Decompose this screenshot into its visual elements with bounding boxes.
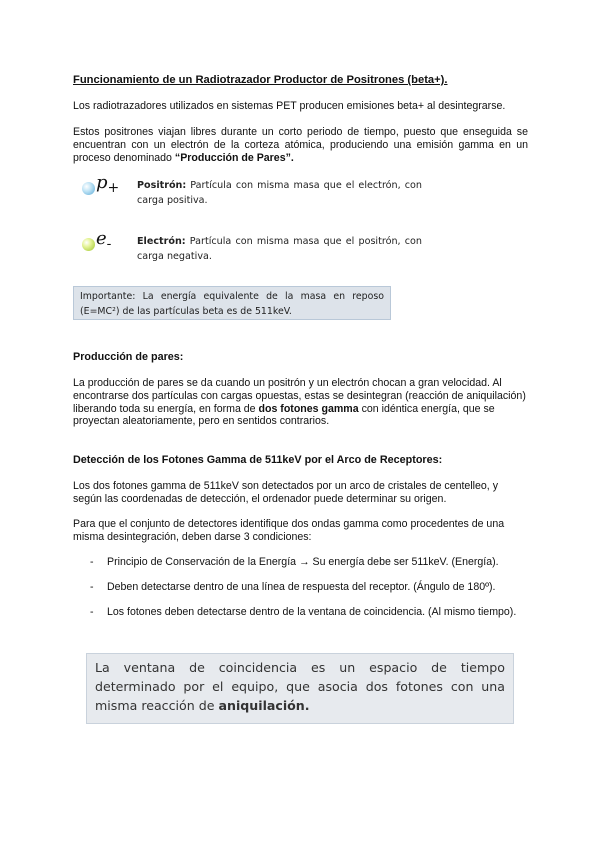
coincidence-window-note: La ventana de coincidencia es un espacio de tiempo determinado por el equipo, que asocia dos fotones con una misma reacción de aniquilación. [86, 653, 514, 724]
pair-production-paragraph: La producción de pares se da cuando un positrón y un electrón chocan a gran velocidad. Al encontrarse dos partículas con cargas opuestas, estas se desintegran (reacción de aniquilación) liberando toda su energía, en forma de dos fotones gamma con idéntica energía, que se proyectan aleatoriamente, pero en sentidos contrarios. [73, 377, 526, 428]
electron-ball-icon [82, 238, 95, 251]
detection-paragraph-2: Para que el conjunto de detectores identifique dos ondas gamma como procedentes de una misma desintegración, deben darse 3 condiciones: [73, 518, 505, 543]
positron-paragraph-text: Estos positrones viajan libres durante un corto periodo de tiempo, puesto que enseguida se encuentran con un electrón de la corteza atómica, produciendo una emisión gamma en un proceso denominado [73, 126, 528, 164]
electron-definition [80, 228, 422, 272]
electron-definition-body: Partícula con misma masa que el positrón, con carga negativa. [137, 236, 422, 262]
detection-heading: Detección de los Fotones Gamma de 511keV por el Arco de Receptores: [73, 454, 443, 466]
condition-item: - Deben detectarse dentro de una línea de respuesta del receptor. (Ángulo de 180º). [90, 581, 496, 593]
intro-paragraph: Los radiotrazadores utilizados en sistemas PET producen emisiones beta+ al desintegrarse. [73, 100, 506, 112]
positron-term: Positrón: [137, 180, 187, 191]
electron-symbol: $e_-$ [80, 232, 126, 256]
positron-definition-text [137, 178, 422, 208]
electron-term: Electrón: [137, 236, 186, 247]
two-gamma-photons-term: dos fotones gamma [258, 402, 359, 415]
positron-symbol: $p_+$ [80, 176, 126, 200]
electron-definition-text [137, 234, 422, 264]
detection-paragraph-1: Los dos fotones gamma de 511keV son detectados por un arco de cristales de centelleo, y según las coordenadas de detección, el ordenador puede determinar su origen. [73, 480, 498, 505]
pair-production-heading: Producción de pares: [73, 351, 184, 363]
positron-paragraph [73, 126, 528, 164]
positron-definition-body: Partícula con misma masa que el electrón, con carga positiva. [137, 180, 422, 206]
important-box: Importante: La energía equivalente de la masa en reposo (E=MC²) de las partículas beta es de 511keV. [73, 286, 391, 320]
positron-definition [80, 172, 422, 216]
page-title: Funcionamiento de un Radiotrazador Productor de Positrones (beta+). [73, 74, 448, 86]
condition-item: - Los fotones deben detectarse dentro de la ventana de coincidencia. (Al mismo tiempo). [90, 606, 517, 618]
pair-production-term: “Producción de Pares”. [174, 151, 294, 164]
positron-ball-icon [82, 182, 95, 195]
condition-item: - Principio de Conservación de la Energía → Su energía debe ser 511keV. (Energía). [90, 556, 499, 568]
